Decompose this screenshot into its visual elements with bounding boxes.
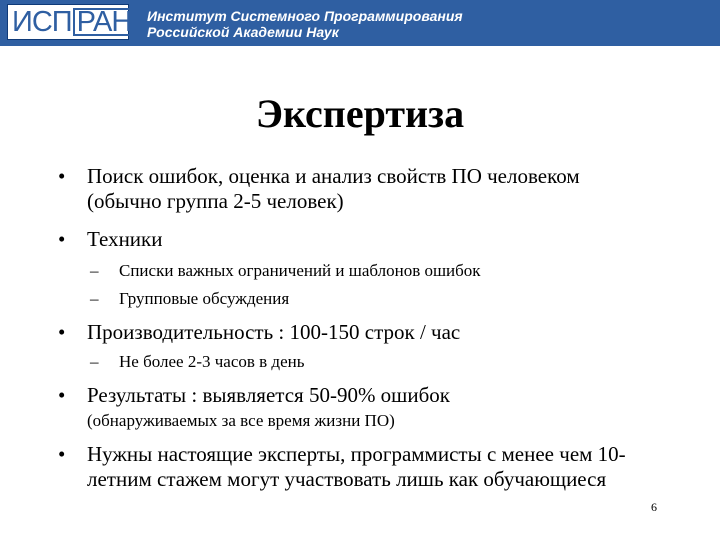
logo-text-isp: ИСП bbox=[12, 5, 72, 38]
logo-text-ran: РАН bbox=[73, 8, 136, 36]
ispran-logo bbox=[7, 4, 132, 40]
bullet-note: (обнаруживаемых за все время жизни ПО) bbox=[87, 411, 395, 430]
institute-line-1: Институт Системного Программирования bbox=[147, 8, 463, 24]
bullet-marker: • bbox=[58, 383, 66, 407]
bullet-marker: • bbox=[58, 320, 66, 344]
bullet-item bbox=[58, 164, 658, 214]
bullet-item bbox=[58, 442, 648, 492]
bullet-text: Производительность : 100-150 строк / час bbox=[87, 320, 461, 344]
sub-bullet-text: Списки важных ограничений и шаблонов ошибок bbox=[119, 261, 481, 280]
bullet-text: Поиск ошибок, оценка и анализ свойств ПО человеком (обычно группа 2-5 человек) bbox=[87, 164, 580, 213]
sub-bullet-item bbox=[90, 288, 650, 309]
bullet-marker: • bbox=[58, 227, 66, 251]
sub-bullet-item bbox=[90, 351, 650, 372]
sub-bullet-text: Не более 2-3 часов в день bbox=[119, 352, 305, 371]
bullet-item bbox=[58, 383, 658, 408]
dash-marker: – bbox=[90, 289, 99, 308]
bullet-text: Нужны настоящие эксперты, программисты с менее чем 10-летним стажем могут участвовать лишь как обучающиеся bbox=[87, 442, 626, 491]
dash-marker: – bbox=[90, 261, 99, 280]
bullet-text: Результаты : выявляется 50-90% ошибок bbox=[87, 383, 450, 407]
page-number: 6 bbox=[651, 500, 657, 514]
bullet-marker: • bbox=[58, 442, 66, 466]
bullet-text: Техники bbox=[87, 227, 163, 251]
bullet-item bbox=[58, 227, 658, 252]
institute-name bbox=[147, 8, 463, 40]
sub-bullet-item bbox=[90, 260, 650, 281]
dash-marker: – bbox=[90, 352, 99, 371]
header-bar bbox=[0, 0, 720, 46]
bullet-item bbox=[58, 320, 658, 345]
slide-title: Экспертиза bbox=[255, 91, 465, 136]
bullet-marker: • bbox=[58, 164, 66, 188]
sub-bullet-text: Групповые обсуждения bbox=[119, 289, 290, 308]
institute-line-2: Российской Академии Наук bbox=[147, 24, 339, 40]
